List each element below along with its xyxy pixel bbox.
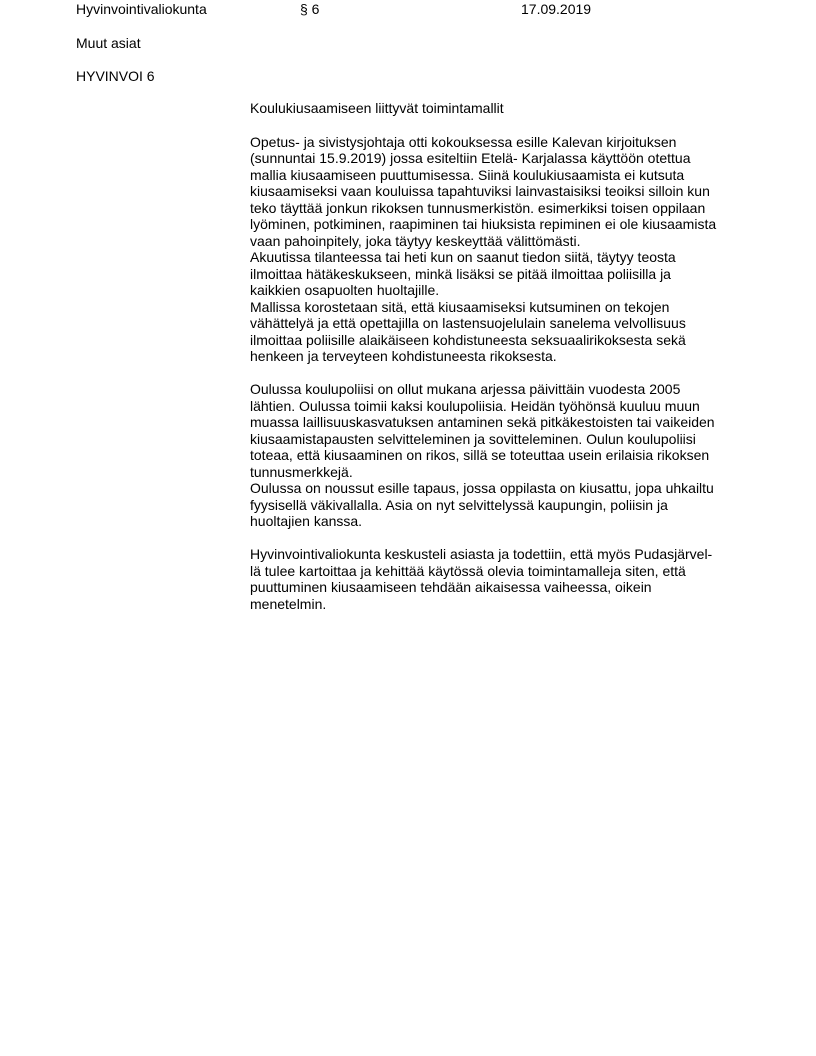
paragraph-line: kiusaamiseksi vaan kouluissa tapahtuviksi lainvastaisiksi teoiksi silloin kun [250,183,710,199]
paragraph-line: vähättelyä ja että opettajilla on lastensuojelulain sanelema velvollisuus [250,315,686,331]
paragraph [250,381,750,530]
paragraph-line: puuttuminen kiusaamiseen tehdään aikaisessa vaiheessa, oikein [250,579,652,595]
meeting-date: 17.09.2019 [521,1,592,17]
paragraph-line: Akuutissa tilanteessa tai heti kun on saanut tiedon siitä, täytyy teosta [250,249,676,265]
document-body [250,100,750,629]
paragraph-line: ilmoittaa hätäkeskukseen, minkä lisäksi se pitää ilmoittaa poliisilla ja [250,265,671,282]
paragraph-line: vaan pahoinpitely, joka täytyy keskeyttää välittömästi. [250,232,581,249]
paragraph-line: mallia kiusaamiseen puuttumisessa. Siinä koulukiusaamista ei kutsuta [250,166,685,183]
paragraph-line: (sunnuntai 15.9.2019) jossa esiteltiin Etelä- Karjalassa käyttöön otettua [250,150,691,166]
paragraph-line: huoltajien kanssa. [250,513,363,529]
paragraph-line: henkeen ja terveyteen kohdistuneesta rikoksesta. [250,348,557,364]
paragraph-line: lyöminen, potkiminen, raapiminen tai hiuksista repiminen ei ole kiusaamista [250,216,717,232]
paragraph-line: Oulussa koulupoliisi on ollut mukana arjessa päivittäin vuodesta 2005 [250,381,681,397]
paragraph-line: lä tulee kartoittaa ja kehittää käytössä olevia toimintamalleja siten, että [250,562,686,579]
paragraph-line: kaikkien osapuolten huoltajille. [250,282,440,298]
paragraph-line: Hyvinvointivaliokunta keskusteli asiasta ja todettiin, että myös Pudasjärvel- [250,546,713,562]
paragraph-line: kiusaamistapausten selvitteleminen ja sovitteleminen. Oulun koulupoliisi [250,430,696,447]
paragraph-line: lähtien. Oulussa toimii kaksi koulupoliisia. Heidän työhönsä kuuluu muun [250,397,700,414]
paragraph-list [250,134,750,613]
paragraph-line: tunnusmerkkejä. [250,463,353,480]
paragraph-line: Oulussa on noussut esille tapaus, jossa oppilasta on kiusattu, jopa uhkailtu [250,480,714,496]
paragraph [250,546,750,612]
agenda-category: Muut asiat [76,35,141,51]
section-number: § 6 [300,1,320,17]
document-reference: HYVINVOI 6 [76,68,155,84]
paragraph-line: fyysisellä väkivallalla. Asia on nyt selvittelyssä kaupungin, poliisin ja [250,496,668,513]
paragraph-line: toteaa, että kiusaaminen on rikos, sillä se toteuttaa usein erilaisia rikoksen [250,447,710,463]
paragraph-line: muassa laillisuuskasvatuksen antaminen sekä pitkäkestoisten tai vaikeiden [250,414,715,430]
paragraph-line: Mallissa korostetaan sitä, että kiusaamiseksi kutsuminen on tekojen [250,298,670,315]
paragraph-line: ilmoittaa poliisille alaikäiseen kohdistuneesta seksuaalirikoksesta sekä [250,331,686,348]
committee-name: Hyvinvointivaliokunta [76,1,207,17]
paragraph-line: teko täyttää jonkun rikoksen tunnusmerkistön. esimerkiksi toisen oppilaan [250,199,706,216]
document-title: Koulukiusaamiseen liittyvät toimintamallit [250,100,504,116]
paragraph-line: menetelmin. [250,595,327,612]
paragraph-line: Opetus- ja sivistysjohtaja otti kokouksessa esille Kalevan kirjoituksen [250,133,677,150]
paragraph [250,134,750,365]
